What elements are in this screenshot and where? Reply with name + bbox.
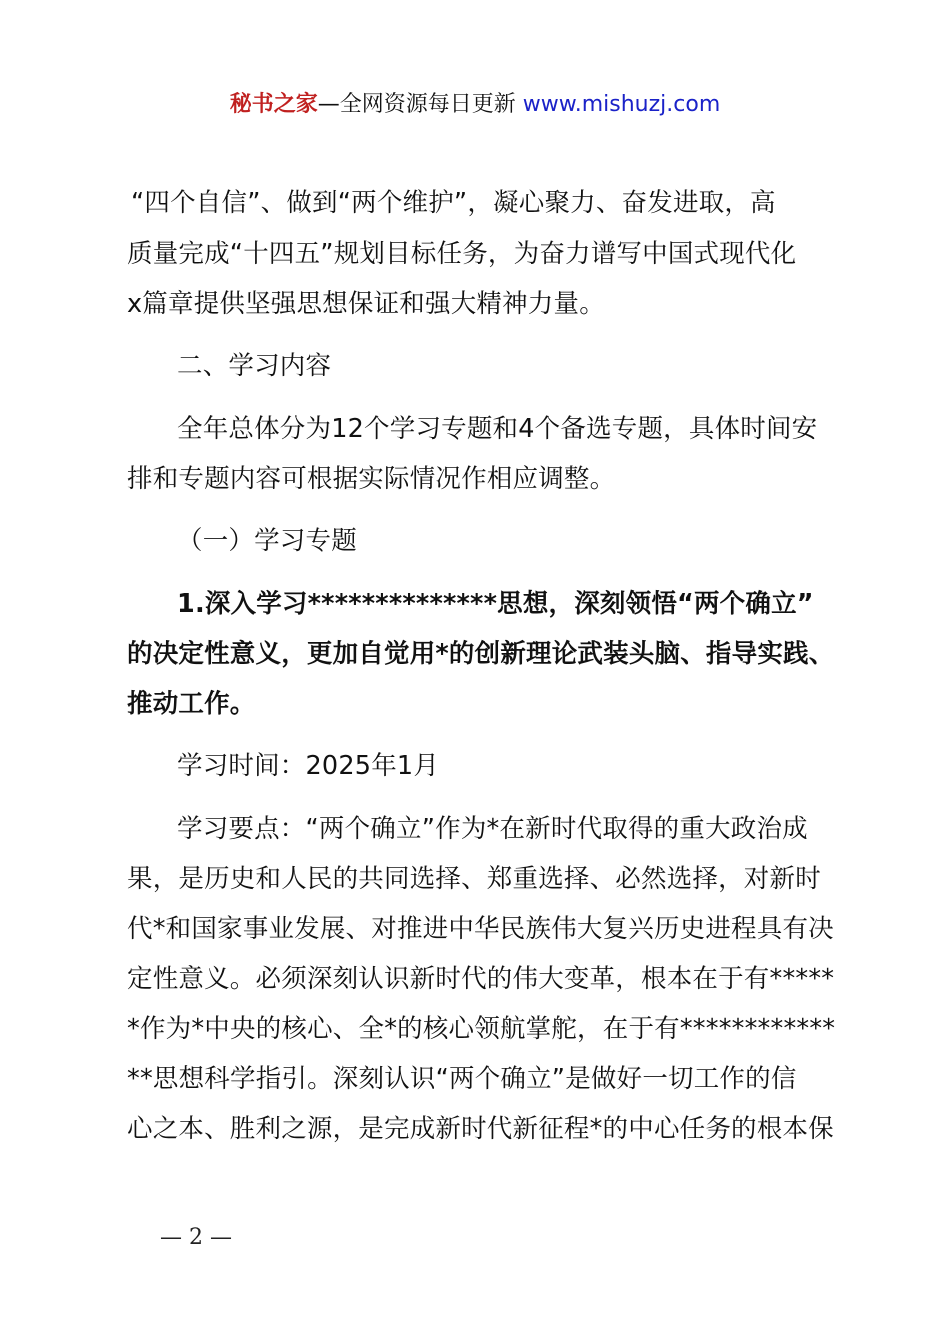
section-heading: 二、学习内容 (177, 351, 332, 381)
topic-title-line: 1.深入学习**************思想，深刻领悟“两个确立” (177, 589, 814, 619)
paragraph-line: 心之本、胜利之源，是完成新时代新征程*的中心任务的根本保 (127, 1114, 834, 1144)
topic-title-line: 的决定性意义，更加自觉用*的创新理论武装头脑、指导实践、 (127, 639, 835, 669)
site-brand: 秘书之家 (229, 92, 318, 117)
site-header (0, 88, 950, 122)
paragraph-line: 排和专题内容可根据实际情况作相应调整。 (127, 464, 616, 494)
paragraph-line: x篇章提供坚强思想保证和强大精神力量。 (127, 289, 605, 319)
paragraph-line: “四个自信”、做到“两个维护”，凝心聚力、奋发进取，高 (131, 188, 776, 218)
paragraph-line: 代*和国家事业发展、对推进中华民族伟大复兴历史进程具有决 (127, 914, 834, 944)
paragraph-line: 定性意义。必须深刻认识新时代的伟大变革，根本在于有***** (127, 964, 835, 994)
topic-title-line: 推动工作。 (127, 689, 256, 719)
site-url-link[interactable]: www.mishuzj.com (522, 92, 721, 117)
paragraph-line: *作为*中央的核心、全*的核心领航掌舵，在于有************ (127, 1014, 836, 1044)
paragraph-line: 果，是历史和人民的共同选择、郑重选择、必然选择，对新时 (127, 864, 821, 894)
page-number: — 2 — (160, 1225, 232, 1250)
paragraph-line: 学习要点：“两个确立”作为*在新时代取得的重大政治成 (177, 814, 808, 844)
paragraph-line: **思想科学指引。深刻认识“两个确立”是做好一切工作的信 (127, 1064, 797, 1094)
paragraph-line: 全年总体分为12个学习专题和4个备选专题，具体时间安 (177, 414, 818, 444)
study-time: 学习时间：2025年1月 (177, 751, 440, 781)
paragraph-line: 质量完成“十四五”规划目标任务，为奋力谱写中国式现代化 (127, 239, 797, 269)
subsection-heading: （一）学习专题 (177, 526, 357, 556)
site-slogan: —全网资源每日更新 (317, 92, 523, 117)
